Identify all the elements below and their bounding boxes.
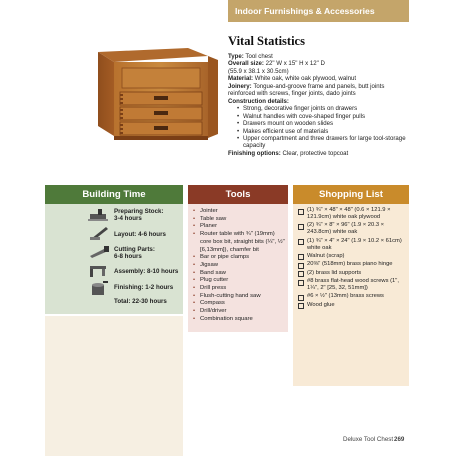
stat-size: Overall size: 22" W x 15" H x 12" D	[228, 60, 325, 68]
shopping-item: #6 × ½" (13mm) brass screws	[298, 293, 406, 300]
stat-type: Type: Tool chest	[228, 53, 273, 60]
bt-item: Assembly: 8-10 hours	[114, 268, 179, 275]
construction-detail: • Strong, decorative finger joints on drawers	[237, 105, 408, 112]
stat-size-metric: (55.9 x 38.1 x 30.5cm)	[228, 67, 289, 75]
shopping-item: Walnut (scrap)	[298, 253, 406, 260]
section-title: Indoor Furnishings & Accessories	[235, 6, 375, 16]
tool-item: • Drill/driver	[193, 308, 286, 316]
bt-item: Cutting Parts: 6-8 hours	[114, 246, 155, 261]
tool-item: • Combination square	[193, 316, 286, 324]
vital-statistics-body	[228, 53, 408, 157]
shopping-list	[298, 207, 406, 310]
tool-item: • Plug cutter	[193, 277, 286, 285]
tool-item: • Router table with ¾" (19mm) core box bit, straight bits (¼", ½" [6,13mm]), chamfer bit	[193, 231, 286, 254]
shopping-item: (2) brass lid supports	[298, 270, 406, 277]
stat-joinery: Joinery: Tongue-and-groove frame and panels, butt joints reinforced with screws, finger joints, dado joints	[228, 82, 385, 98]
footer-title: Deluxe Tool Chest	[343, 436, 394, 443]
tools-list	[193, 208, 286, 324]
tool-item: • Drill press	[193, 285, 286, 293]
shopping-item: (1) ¾" × 48" × 48" (0.6 × 121.9 × 121.9cm) white oak plywood	[298, 207, 406, 221]
stat-finish: Finishing options: Clear, protective topcoat	[228, 149, 349, 157]
bt-item: Layout: 4-6 hours	[114, 231, 166, 238]
shopping-list-header	[293, 185, 409, 204]
shopping-list-title: Shopping List	[319, 189, 383, 200]
construction-detail: • Drawers mount on wooden slides	[237, 120, 408, 127]
bt-item: Finishing: 1-2 hours	[114, 284, 174, 291]
bt-item: Total: 22-30 hours	[114, 298, 167, 305]
construction-detail: • Makes efficient use of materials	[237, 128, 408, 135]
shopping-item: (2) ¾" × 8" × 96" (1.9 × 20.3 × 243.8cm) white oak	[298, 222, 406, 236]
tool-item: • Table saw	[193, 216, 286, 224]
shopping-item: 20⅜" (518mm) brass piano hinge	[298, 261, 406, 268]
tools-header	[188, 185, 288, 204]
tool-item: • Band saw	[193, 270, 286, 278]
tool-chest-photo	[84, 38, 220, 150]
stat-material: Material: White oak, white oak plywood, walnut	[228, 75, 357, 83]
tool-item: • Jigsaw	[193, 262, 286, 270]
shopping-item: (1) ¾" × 4" × 24" (1.9 × 10.2 × 61cm) white oak	[298, 238, 406, 252]
construction-detail: • Upper compartment and three drawers for large tool-storage capacity	[237, 135, 408, 150]
vital-statistics-title: Vital Statistics	[228, 34, 305, 48]
bt-item: Preparing Stock: 3-4 hours	[114, 208, 164, 223]
tool-item: • Bar or pipe clamps	[193, 254, 286, 262]
stat-construction-label: Construction details:	[228, 97, 289, 105]
building-time-title: Building Time	[82, 189, 146, 200]
tool-item: • Compass	[193, 300, 286, 308]
building-time-header	[45, 185, 183, 204]
tool-item: • Planer	[193, 223, 286, 231]
construction-detail: • Walnut handles with cove-shaped finger pulls	[237, 113, 408, 120]
shopping-item: #8 brass flat-head wood screws (1", 1¼", 2" [25, 32, 51mm])	[298, 278, 406, 292]
section-header	[228, 0, 409, 22]
tool-item: • Jointer	[193, 208, 286, 216]
construction-details-list	[237, 105, 408, 150]
page-number: 269	[394, 436, 405, 443]
shopping-item: Wood glue	[298, 302, 406, 309]
tool-item: • Flush-cutting hand saw	[193, 293, 286, 301]
tools-title: Tools	[225, 189, 251, 200]
building-time-lower-panel	[45, 316, 183, 456]
